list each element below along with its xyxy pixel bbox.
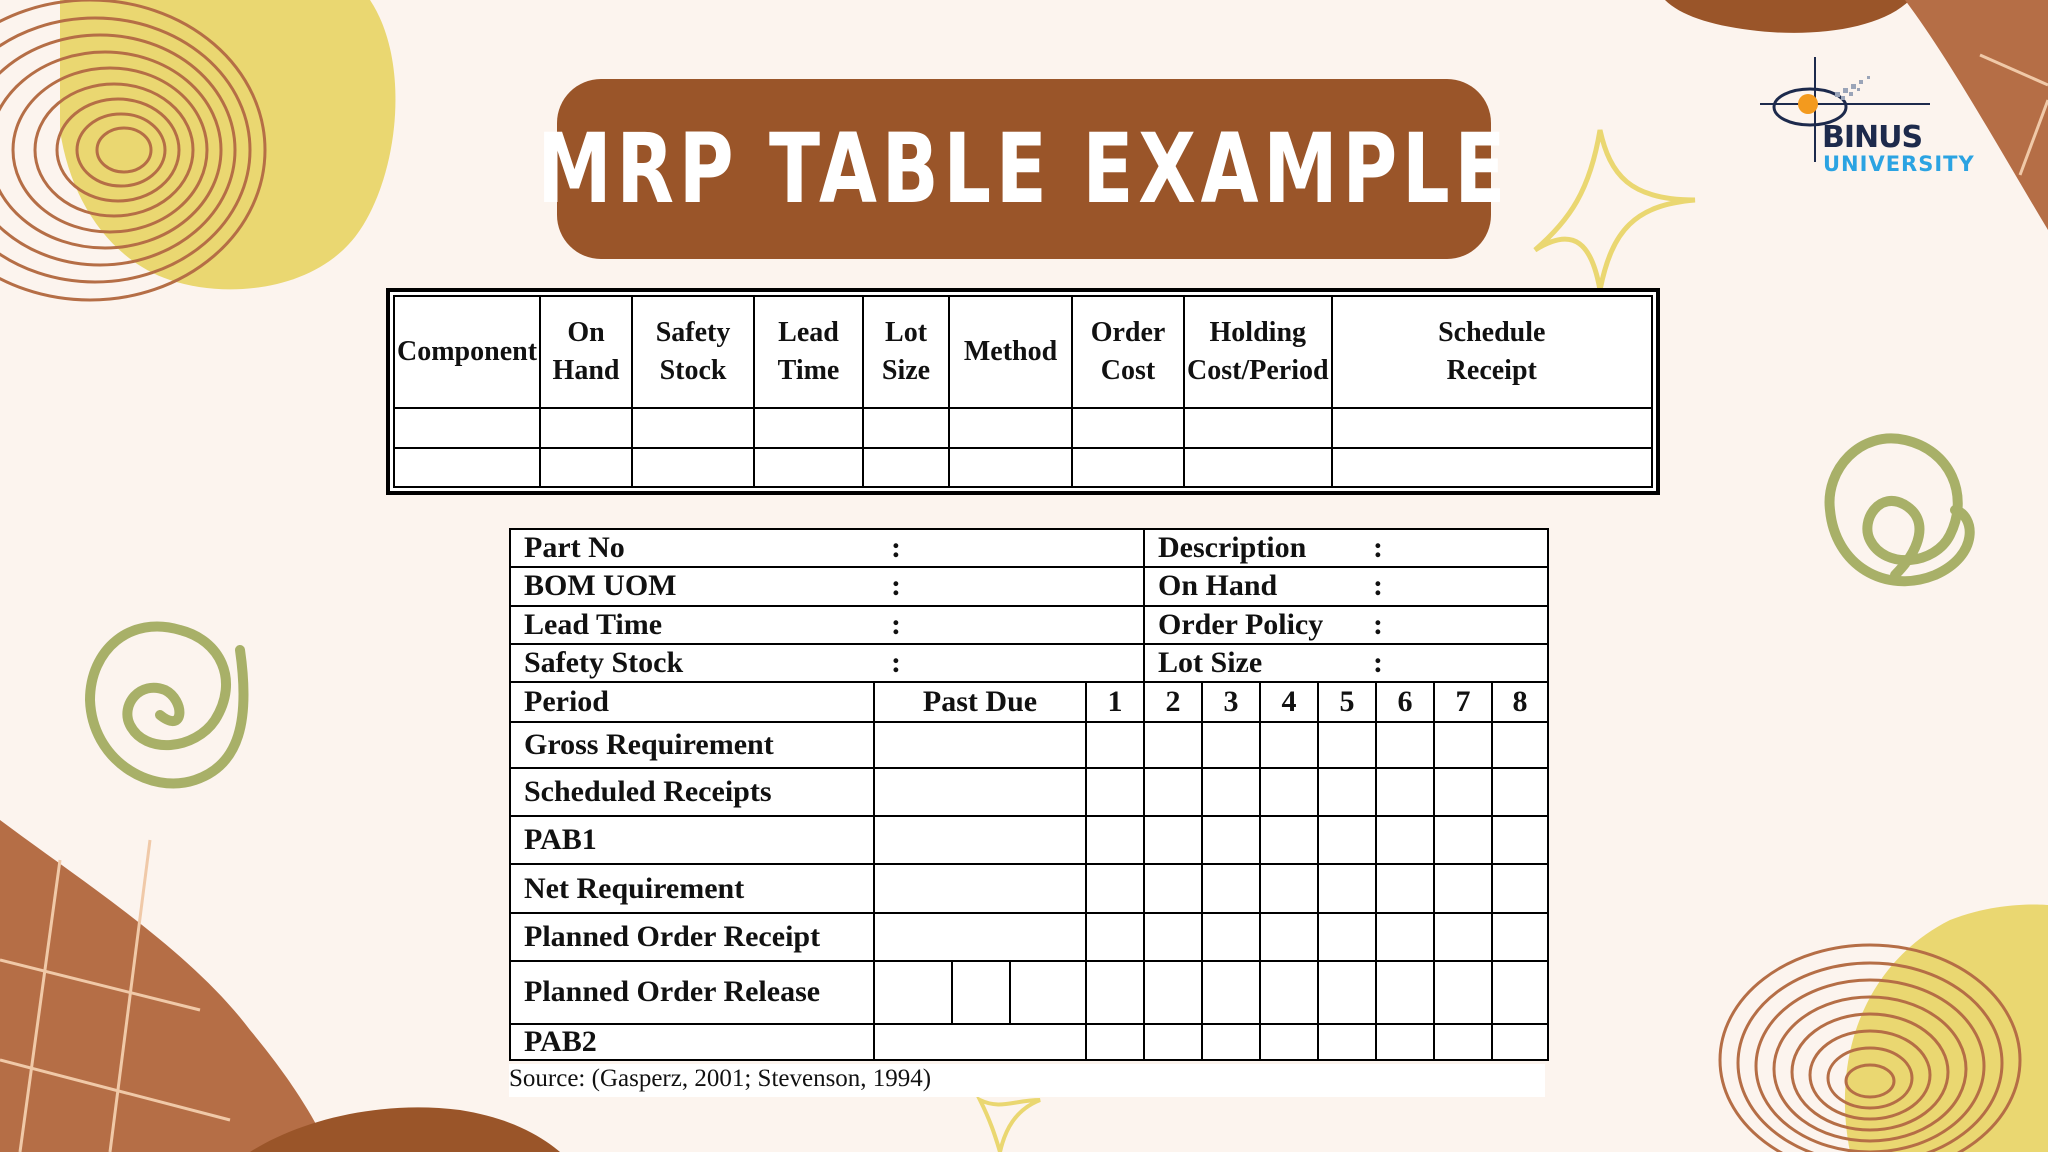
- info-right-cell: [1144, 606, 1548, 644]
- info-colon: :: [1373, 531, 1384, 565]
- table-cell: [1072, 408, 1184, 448]
- period-label: Period: [510, 682, 874, 722]
- info-left-cell: [510, 644, 1144, 682]
- table-cell: [540, 448, 632, 488]
- period-cell: [1086, 961, 1144, 1023]
- period-cell: [1144, 961, 1202, 1023]
- info-row: [510, 529, 1548, 567]
- period-cell: [1086, 864, 1144, 912]
- table-cell: [949, 448, 1072, 488]
- row-label: Gross Requirement: [510, 722, 874, 767]
- period-cell: [1434, 768, 1492, 816]
- sparkle-bottom-icon: [980, 1100, 1040, 1152]
- period-cell: [1434, 722, 1492, 767]
- period-number: 1: [1086, 682, 1144, 722]
- period-cell: [1318, 722, 1376, 767]
- mrp-row-planned-order-receipt: [510, 913, 1548, 961]
- period-cell: [1318, 961, 1376, 1023]
- component-table: [393, 295, 1653, 488]
- mrp-row-planned-order-release: [510, 961, 1548, 1023]
- period-cell: [1202, 768, 1260, 816]
- mrp-row-pab1: [510, 816, 1548, 864]
- period-cell: [1434, 961, 1492, 1023]
- info-row: [510, 644, 1548, 682]
- header-method: Method: [949, 296, 1072, 408]
- info-colon: :: [891, 607, 901, 641]
- period-cell: [1492, 864, 1548, 912]
- period-cell: [1086, 816, 1144, 864]
- info-label-on-hand: On Hand: [1158, 569, 1278, 603]
- period-cell: [1202, 1024, 1260, 1060]
- info-colon: :: [1373, 569, 1384, 603]
- info-row: [510, 567, 1548, 605]
- period-cell: [1260, 816, 1318, 864]
- info-label-order-policy: Order Policy: [1158, 607, 1324, 641]
- period-cell: [1260, 768, 1318, 816]
- past-due-cell: [874, 864, 1086, 912]
- period-cell: [1318, 864, 1376, 912]
- page-title: MRP TABLE EXAMPLE: [537, 113, 1511, 225]
- table-cell: [754, 448, 863, 488]
- info-label-description: Description: [1158, 531, 1307, 565]
- brown-blob-top: [1665, 0, 1910, 33]
- period-cell: [1434, 1024, 1492, 1060]
- period-cell: [1376, 1024, 1434, 1060]
- period-cell: [1086, 768, 1144, 816]
- period-number: 2: [1144, 682, 1202, 722]
- mrp-row-pab2: [510, 1024, 1548, 1060]
- period-cell: [1144, 864, 1202, 912]
- green-spiral-left: [90, 626, 244, 783]
- header-lot-size: Lot Size: [863, 296, 949, 408]
- table-cell: [1332, 448, 1652, 488]
- period-cell: [1376, 961, 1434, 1023]
- table-cell: [394, 448, 540, 488]
- mrp-row-scheduled-receipts: [510, 768, 1548, 816]
- table-cell: [540, 408, 632, 448]
- info-label-part-no: Part No: [524, 531, 625, 565]
- period-cell: [1260, 1024, 1318, 1060]
- info-left-cell: [510, 606, 1144, 644]
- component-table-wrapper: [386, 288, 1660, 495]
- info-colon: :: [891, 531, 901, 565]
- title-banner: [537, 79, 1511, 259]
- period-cell: [1202, 864, 1260, 912]
- table-cell: [949, 408, 1072, 448]
- mrp-record-table: [509, 528, 1549, 1061]
- period-cell: [1202, 913, 1260, 961]
- info-colon: :: [1373, 607, 1384, 641]
- table-cell: [632, 448, 754, 488]
- period-cell: [1492, 722, 1548, 767]
- period-cell: [1144, 1024, 1202, 1060]
- yellow-blob-bottom-right: [1845, 904, 2048, 1152]
- period-cell: [1492, 816, 1548, 864]
- past-due-cell: [874, 722, 1086, 767]
- period-number: 8: [1492, 682, 1548, 722]
- past-due-cell-split: [952, 961, 1010, 1023]
- past-due-cell: [874, 1024, 1086, 1060]
- period-cell: [1376, 864, 1434, 912]
- header-holding-cost: Holding Cost/Period: [1184, 296, 1332, 408]
- period-cell: [1376, 768, 1434, 816]
- table-cell: [394, 408, 540, 448]
- period-cell: [1318, 1024, 1376, 1060]
- period-cell: [1144, 768, 1202, 816]
- period-cell: [1318, 768, 1376, 816]
- table-cell: [1072, 448, 1184, 488]
- period-cell: [1492, 768, 1548, 816]
- period-cell: [1086, 1024, 1144, 1060]
- info-label-safety-stock: Safety Stock: [524, 645, 684, 679]
- period-cell: [1492, 961, 1548, 1023]
- row-label: PAB2: [510, 1024, 874, 1060]
- row-label: PAB1: [510, 816, 874, 864]
- period-cell: [1492, 1024, 1548, 1060]
- period-header-row: [510, 682, 1548, 722]
- period-cell: [1434, 864, 1492, 912]
- mrp-row-gross-requirement: [510, 722, 1548, 767]
- period-cell: [1260, 913, 1318, 961]
- period-number: 5: [1318, 682, 1376, 722]
- info-colon: :: [1373, 645, 1384, 679]
- period-cell: [1144, 913, 1202, 961]
- info-colon: :: [891, 645, 901, 679]
- table-cell: [1184, 448, 1332, 488]
- mrp-row-net-requirement: [510, 864, 1548, 912]
- period-cell: [1086, 722, 1144, 767]
- period-cell: [1202, 816, 1260, 864]
- header-lead-time: Lead Time: [754, 296, 863, 408]
- info-label-bom-uom: BOM UOM: [524, 569, 677, 603]
- info-label-lead-time: Lead Time: [524, 607, 663, 641]
- period-number: 4: [1260, 682, 1318, 722]
- info-row: [510, 606, 1548, 644]
- info-left-cell: [510, 567, 1144, 605]
- table-cell: [863, 448, 949, 488]
- period-cell: [1260, 864, 1318, 912]
- header-schedule-receipt: Schedule Receipt: [1332, 296, 1652, 408]
- period-cell: [1144, 722, 1202, 767]
- row-label: Planned Order Release: [510, 961, 874, 1023]
- past-due-cell-split: [1010, 961, 1086, 1023]
- table-cell: [632, 408, 754, 448]
- row-label: Net Requirement: [510, 864, 874, 912]
- period-cell: [1434, 913, 1492, 961]
- header-order-cost: Order Cost: [1072, 296, 1184, 408]
- period-cell: [1376, 913, 1434, 961]
- info-left-cell: [510, 529, 1144, 567]
- row-label: Scheduled Receipts: [510, 768, 874, 816]
- green-spiral-right: [1830, 438, 1970, 581]
- component-table-row: [394, 408, 1652, 448]
- header-component: Component: [394, 296, 540, 408]
- period-cell: [1202, 961, 1260, 1023]
- table-cell: [1184, 408, 1332, 448]
- row-label: Planned Order Receipt: [510, 913, 874, 961]
- sparkle-icon: [1535, 130, 1695, 290]
- period-cell: [1376, 722, 1434, 767]
- table-cell: [754, 408, 863, 448]
- past-due-cell: [874, 768, 1086, 816]
- period-cell: [1202, 722, 1260, 767]
- info-right-cell: [1144, 567, 1548, 605]
- table-cell: [863, 408, 949, 448]
- logo-text-binus: BINUS: [1822, 120, 1923, 155]
- info-right-cell: [1144, 644, 1548, 682]
- logo-text-university: UNIVERSITY: [1823, 152, 1975, 176]
- period-cell: [1144, 816, 1202, 864]
- period-number: 3: [1202, 682, 1260, 722]
- component-table-row: [394, 448, 1652, 488]
- past-due-label: Past Due: [874, 682, 1086, 722]
- period-cell: [1260, 961, 1318, 1023]
- period-cell: [1492, 913, 1548, 961]
- past-due-cell-split: [874, 961, 952, 1023]
- source-citation: Source: (Gasperz, 2001; Stevenson, 1994): [509, 1064, 1545, 1097]
- info-right-cell: [1144, 529, 1548, 567]
- yellow-blob-top-left: [60, 0, 395, 289]
- period-cell: [1318, 816, 1376, 864]
- component-table-header-row: [394, 296, 1652, 408]
- table-cell: [1332, 408, 1652, 448]
- past-due-cell: [874, 816, 1086, 864]
- past-due-cell: [874, 913, 1086, 961]
- period-cell: [1434, 816, 1492, 864]
- header-on-hand: On Hand: [540, 296, 632, 408]
- info-label-lot-size: Lot Size: [1158, 645, 1263, 679]
- period-cell: [1086, 913, 1144, 961]
- period-cell: [1376, 816, 1434, 864]
- period-cell: [1260, 722, 1318, 767]
- info-colon: :: [891, 569, 901, 603]
- period-number: 6: [1376, 682, 1434, 722]
- header-safety-stock: Safety Stock: [632, 296, 754, 408]
- period-cell: [1318, 913, 1376, 961]
- period-number: 7: [1434, 682, 1492, 722]
